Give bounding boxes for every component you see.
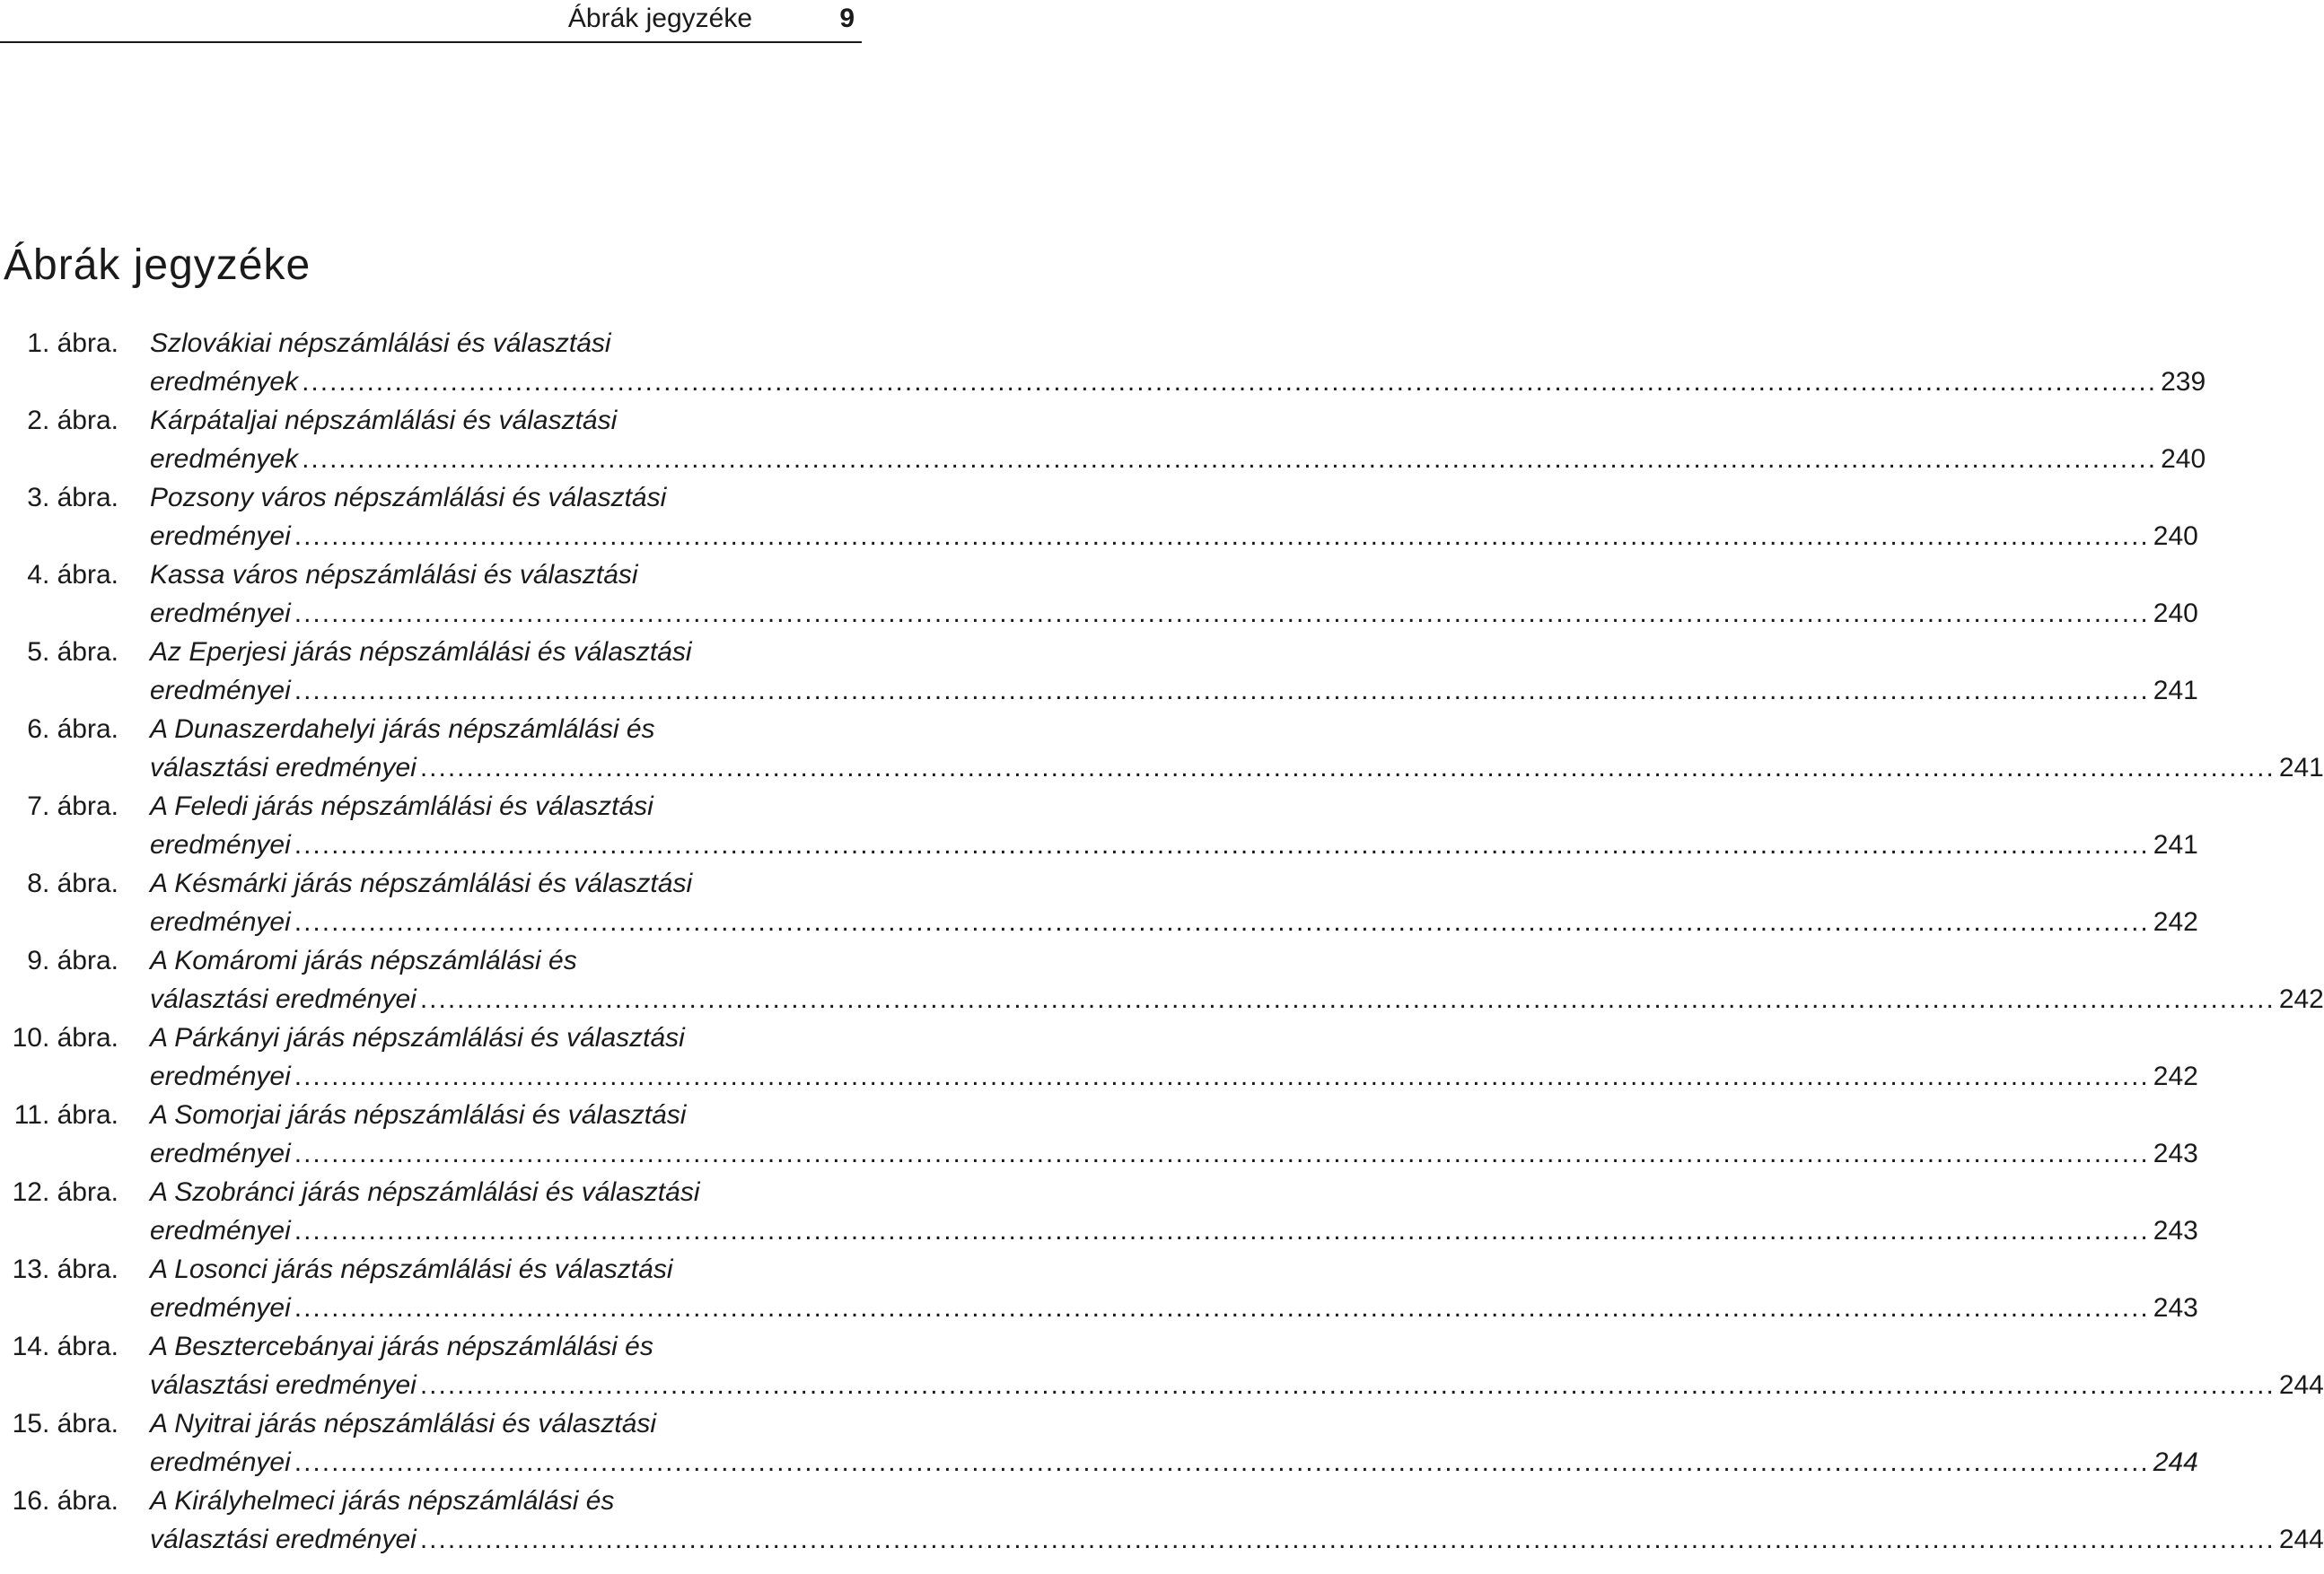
figure-caption-tail: eredményei — [150, 1139, 291, 1168]
figure-page-number: 240 — [2161, 444, 2206, 474]
dot-leader: ........................................................................................................................................................................................................ — [294, 1293, 2150, 1323]
figure-caption-line2 — [150, 830, 2198, 861]
figure-caption-line2 — [150, 1293, 2198, 1324]
figure-caption-line2 — [150, 367, 2206, 398]
figure-caption-line1: A Losonci járás népszámlálási és választási — [150, 1255, 673, 1284]
figure-caption-line2 — [150, 984, 2324, 1015]
figure-caption-line1: A Nyitrai járás népszámlálási és választási — [150, 1409, 657, 1438]
figure-page-number: 244 — [2153, 1447, 2198, 1477]
figure-number: 13. ábra. — [12, 1255, 118, 1284]
figure-number: 3. ábra. — [27, 483, 118, 512]
figure-caption-line1: A Dunaszerdahelyi járás népszámlálási és — [150, 714, 655, 744]
figure-entry[interactable] — [0, 1486, 2324, 1574]
figure-caption-line1: A Besztercebányai járás népszámlálási és — [150, 1332, 653, 1361]
figure-caption-line2 — [150, 1062, 2198, 1092]
figure-number: 11. ábra. — [13, 1100, 118, 1130]
figure-page-number: 241 — [2153, 676, 2198, 705]
figure-caption-tail: eredményei — [150, 1062, 291, 1091]
dot-leader: ........................................................................................................................................................................................................ — [294, 599, 2150, 628]
figure-caption-line2 — [150, 444, 2206, 475]
dot-leader: ........................................................................................................................................................................................................ — [302, 444, 2158, 474]
figure-caption-line2 — [150, 907, 2198, 938]
figure-page-number: 242 — [2278, 984, 2324, 1014]
figure-caption-line1: A Komáromi járás népszámlálási és — [150, 946, 577, 975]
figure-caption-tail: eredményei — [150, 830, 291, 860]
figure-caption-tail: eredmények — [150, 367, 299, 397]
figure-number: 7. ábra. — [27, 791, 118, 821]
figure-page-number: 241 — [2153, 830, 2198, 860]
figure-number: 4. ábra. — [27, 560, 118, 590]
figure-caption-tail: eredményei — [150, 907, 291, 937]
figure-caption-tail: eredményei — [150, 676, 291, 705]
figure-caption-line1: A Késmárki járás népszámlálási és választási — [150, 869, 693, 898]
figure-number: 6. ábra. — [27, 714, 118, 744]
dot-leader: ........................................................................................................................................................................................................ — [294, 1139, 2150, 1168]
figure-page-number: 244 — [2278, 1525, 2324, 1554]
figure-caption-line2 — [150, 1525, 2324, 1555]
figure-caption-line1: A Szobránci járás népszámlálási és választási — [150, 1177, 700, 1207]
figure-caption-line2 — [150, 521, 2198, 552]
figure-caption-tail: eredményei — [150, 1293, 291, 1323]
page-number: 9 — [839, 4, 855, 33]
figure-number: 1. ábra. — [27, 328, 118, 358]
dot-leader: ........................................................................................................................................................................................................ — [419, 1525, 2276, 1554]
dot-leader: ........................................................................................................................................................................................................ — [294, 521, 2150, 551]
running-title: Ábrák jegyzéke — [567, 4, 752, 33]
figure-number: 12. ábra. — [12, 1177, 118, 1207]
dot-leader: ........................................................................................................................................................................................................ — [419, 1370, 2276, 1400]
dot-leader: ........................................................................................................................................................................................................ — [294, 676, 2150, 705]
page-title: Ábrák jegyzéke — [4, 241, 311, 290]
dot-leader: ........................................................................................................................................................................................................ — [294, 1062, 2150, 1091]
figure-page-number: 241 — [2278, 753, 2324, 783]
figure-list — [0, 328, 2324, 1574]
figure-caption-line2 — [150, 1216, 2198, 1246]
figure-caption-line1: A Királyhelmeci járás népszámlálási és — [150, 1486, 615, 1516]
dot-leader: ........................................................................................................................................................................................................ — [419, 753, 2276, 783]
figure-page-number: 242 — [2153, 1062, 2198, 1091]
figure-number: 10. ábra. — [12, 1023, 118, 1053]
figure-page-number: 243 — [2153, 1293, 2198, 1323]
figure-caption-line1: A Feledi járás népszámlálási és választási — [150, 791, 653, 821]
figure-caption-tail: eredmények — [150, 444, 299, 474]
figure-page-number: 243 — [2153, 1139, 2198, 1168]
dot-leader: ........................................................................................................................................................................................................ — [294, 830, 2150, 860]
figure-caption-line1: Az Eperjesi járás népszámlálási és választási — [150, 637, 692, 667]
figure-caption-tail: választási eredményei — [150, 1525, 417, 1554]
figure-caption-tail: választási eredményei — [150, 984, 417, 1014]
figure-page-number: 239 — [2161, 367, 2206, 397]
figure-caption-tail: választási eredményei — [150, 753, 417, 783]
figure-caption-tail: választási eredményei — [150, 1370, 417, 1400]
dot-leader: ........................................................................................................................................................................................................ — [302, 367, 2158, 397]
figure-number: 9. ábra. — [27, 946, 118, 975]
figure-caption-line1: A Somorjai járás népszámlálási és választási — [150, 1100, 687, 1130]
figure-page-number: 240 — [2153, 599, 2198, 628]
dot-leader: ........................................................................................................................................................................................................ — [294, 907, 2150, 937]
figure-caption-tail: eredményei — [150, 599, 291, 628]
dot-leader: ........................................................................................................................................................................................................ — [294, 1216, 2150, 1246]
figure-caption-line1: Pozsony város népszámlálási és választási — [150, 483, 667, 512]
figure-caption-line2 — [150, 1370, 2324, 1401]
figure-caption-line2 — [150, 599, 2198, 629]
figure-caption-tail: eredményei — [150, 521, 291, 551]
figure-number: 14. ábra. — [12, 1332, 118, 1361]
dot-leader: ........................................................................................................................................................................................................ — [294, 1447, 2150, 1477]
figure-number: 8. ábra. — [27, 869, 118, 898]
figure-number: 15. ábra. — [12, 1409, 118, 1438]
figure-caption-line1: A Párkányi járás népszámlálási és választási — [150, 1023, 685, 1053]
figure-caption-line1: Szlovákiai népszámlálási és választási — [150, 328, 611, 358]
figure-caption-line1: Kárpátaljai népszámlálási és választási — [150, 406, 618, 435]
figure-caption-tail: eredményei — [150, 1216, 291, 1246]
figure-caption-line2 — [150, 753, 2324, 783]
figure-page-number: 243 — [2153, 1216, 2198, 1246]
figure-number: 5. ábra. — [27, 637, 118, 667]
figure-page-number: 240 — [2153, 521, 2198, 551]
figure-caption-line1: Kassa város népszámlálási és választási — [150, 560, 638, 590]
figure-caption-tail: eredményei — [150, 1447, 291, 1477]
figure-caption-line2 — [150, 1139, 2198, 1169]
figure-caption-line2 — [150, 676, 2198, 706]
figure-page-number: 244 — [2278, 1370, 2324, 1400]
figure-number: 2. ábra. — [27, 406, 118, 435]
figure-caption-line2 — [150, 1447, 2198, 1478]
dot-leader: ........................................................................................................................................................................................................ — [419, 984, 2276, 1014]
running-header — [0, 0, 862, 43]
figure-number: 16. ábra. — [12, 1486, 118, 1516]
figure-page-number: 242 — [2153, 907, 2198, 937]
